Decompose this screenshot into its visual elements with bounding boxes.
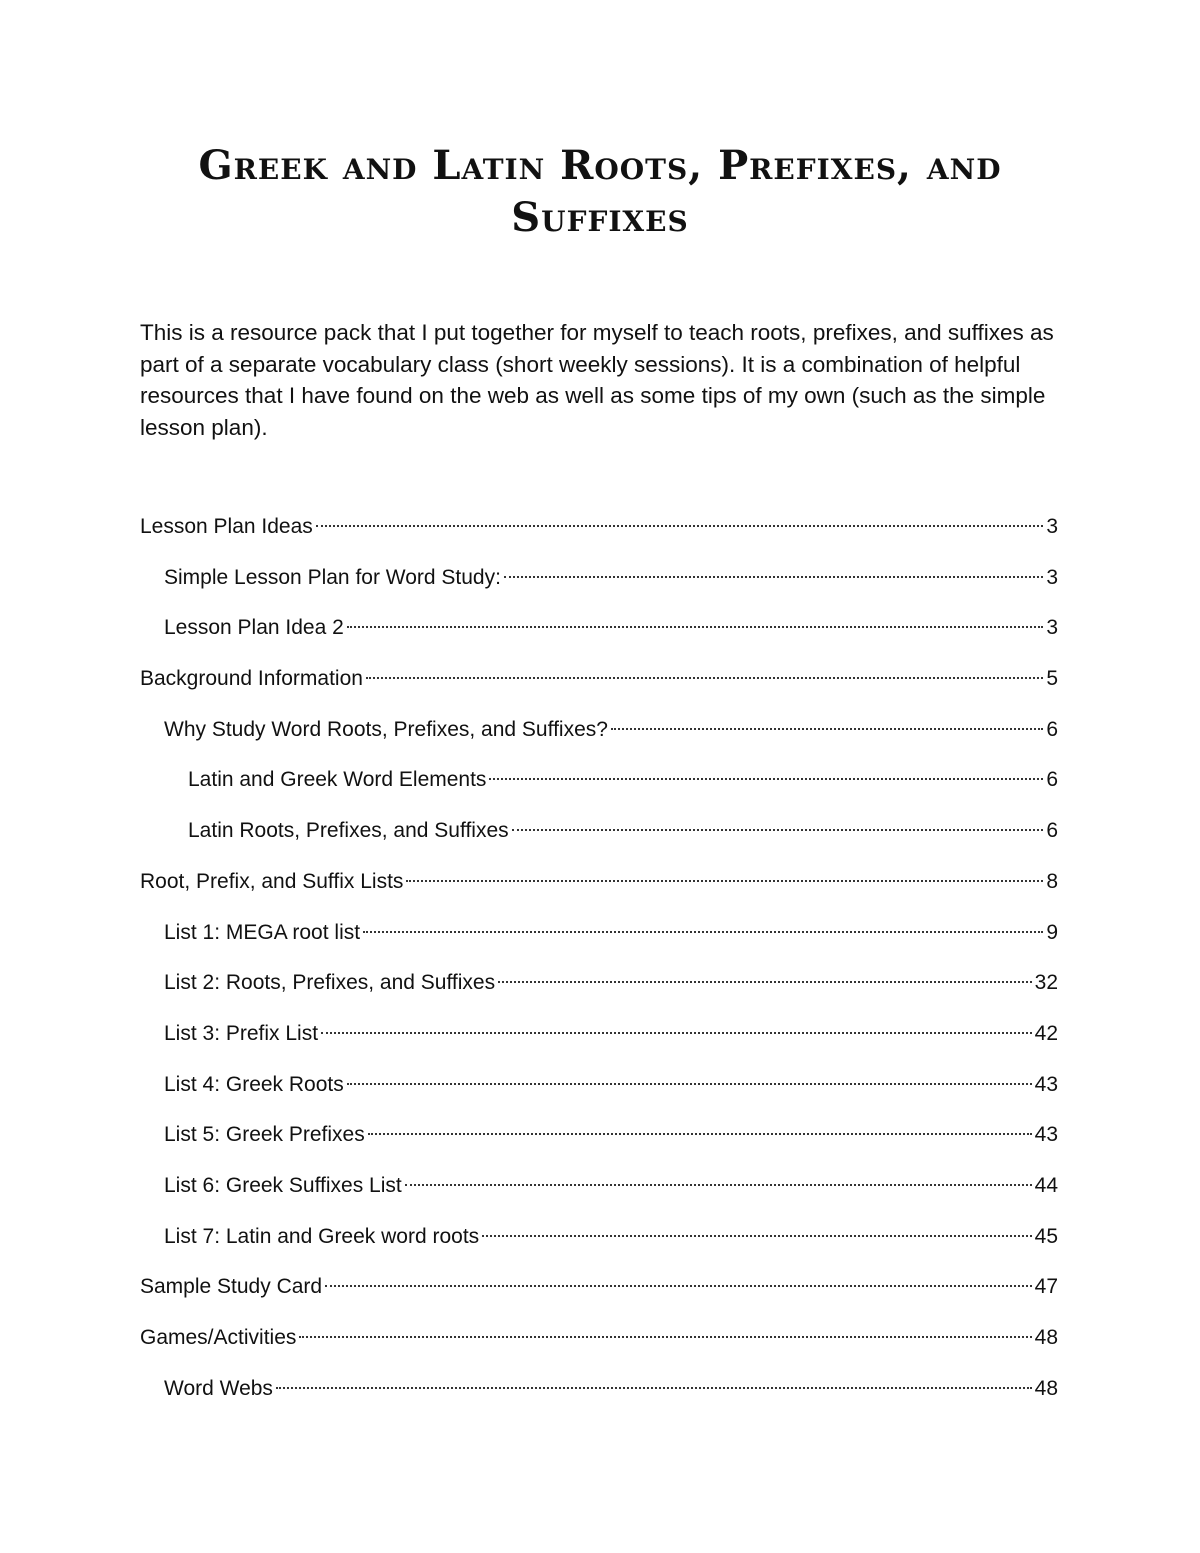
toc-entry-title: Games/Activities — [140, 1326, 297, 1349]
toc-entry[interactable] — [140, 811, 1058, 862]
toc-entry[interactable] — [140, 913, 1058, 964]
toc-dot-leader — [299, 1335, 1031, 1338]
toc-entry-page-number: 48 — [1034, 1376, 1058, 1400]
toc-entry-page-number: 44 — [1034, 1173, 1058, 1197]
toc-entry-page-number: 6 — [1046, 819, 1058, 843]
toc-entry-page-number: 32 — [1034, 971, 1058, 995]
toc-entry-title: List 4: Greek Roots — [164, 1072, 344, 1096]
page-title: Greek and Latin Roots, Prefixes, and Suffixes — [198, 142, 1002, 241]
toc-entry-page-number: 3 — [1046, 565, 1058, 589]
toc-entry-title: Latin and Greek Word Elements — [188, 768, 487, 792]
toc-entry-title: List 7: Latin and Greek word roots — [164, 1224, 480, 1248]
toc-entry[interactable] — [140, 760, 1058, 811]
toc-dot-leader — [489, 777, 1043, 780]
toc-entry-title: List 5: Greek Prefixes — [164, 1123, 365, 1147]
toc-dot-leader — [325, 1284, 1032, 1287]
toc-entry-page-number: 6 — [1046, 768, 1058, 792]
toc-dot-leader — [512, 828, 1044, 831]
toc-dot-leader — [406, 879, 1043, 882]
toc-dot-leader — [276, 1386, 1032, 1389]
toc-entry[interactable] — [140, 1267, 1058, 1318]
toc-entry-title: Background Information — [140, 667, 363, 691]
toc-entry[interactable] — [140, 1217, 1058, 1268]
toc-entry-title: Sample Study Card — [140, 1275, 323, 1299]
toc-dot-leader — [347, 1082, 1032, 1085]
toc-entry[interactable] — [140, 1166, 1058, 1217]
toc-entry-page-number: 43 — [1034, 1072, 1058, 1096]
toc-entry-page-number: 43 — [1034, 1123, 1058, 1147]
toc-entry[interactable] — [140, 710, 1058, 761]
toc-entry[interactable] — [140, 1115, 1058, 1166]
toc-entry-title: Word Webs — [164, 1376, 273, 1400]
toc-entry[interactable] — [140, 963, 1058, 1014]
toc-entry-page-number: 48 — [1034, 1326, 1058, 1349]
toc-entry-page-number: 42 — [1034, 1021, 1058, 1045]
toc-entry-title: Root, Prefix, and Suffix Lists — [140, 869, 404, 893]
toc-dot-leader — [405, 1183, 1032, 1186]
toc-dot-leader — [482, 1234, 1031, 1237]
toc-entry-title: List 6: Greek Suffixes List — [164, 1173, 402, 1197]
toc-entry[interactable] — [140, 862, 1058, 913]
toc-entry-page-number: 3 — [1046, 616, 1058, 640]
toc-entry[interactable] — [140, 1318, 1058, 1369]
toc-entry-page-number: 9 — [1046, 920, 1058, 944]
toc-entry[interactable] — [140, 608, 1058, 659]
toc-entry[interactable] — [140, 1014, 1058, 1065]
toc-entry[interactable] — [140, 659, 1058, 710]
toc-entry-page-number: 6 — [1046, 717, 1058, 741]
toc-dot-leader — [504, 575, 1043, 578]
toc-entry-title: List 3: Prefix List — [164, 1021, 319, 1045]
toc-entry-page-number: 47 — [1034, 1275, 1058, 1299]
toc-entry[interactable] — [140, 507, 1058, 558]
toc-entry[interactable] — [140, 1369, 1058, 1420]
toc-entry-title: List 1: MEGA root list — [164, 920, 361, 944]
toc-entry-title: List 2: Roots, Prefixes, and Suffixes — [164, 971, 496, 995]
toc-entry-title: Simple Lesson Plan for Word Study: — [164, 565, 501, 589]
toc-dot-leader — [368, 1132, 1032, 1135]
toc-entry-title: Why Study Word Roots, Prefixes, and Suffixes? — [164, 717, 608, 741]
toc-entry-page-number: 5 — [1046, 667, 1058, 691]
toc-entry[interactable] — [140, 1065, 1058, 1116]
toc-entry-page-number: 45 — [1034, 1224, 1058, 1248]
toc-entry-title: Lesson Plan Idea 2 — [164, 616, 344, 640]
toc-entry-page-number: 8 — [1046, 869, 1058, 893]
toc-dot-leader — [316, 524, 1044, 527]
toc-dot-leader — [363, 930, 1043, 933]
toc-dot-leader — [347, 625, 1044, 628]
toc-dot-leader — [321, 1031, 1032, 1034]
toc-entry[interactable] — [140, 558, 1058, 609]
toc-entry-title: Lesson Plan Ideas — [140, 515, 313, 538]
toc-dot-leader — [498, 980, 1032, 983]
toc-entry-page-number: 3 — [1046, 515, 1058, 538]
table-of-contents — [140, 507, 1058, 1419]
toc-dot-leader — [366, 676, 1043, 679]
intro-paragraph: This is a resource pack that I put together for myself to teach roots, prefixes, and suffixes as part of a separate vocabulary class (short weekly sessions). It is a combination of helpful resources that I have found on the web as well as some tips of my own (such as the simple lesson plan). — [140, 320, 1054, 440]
toc-dot-leader — [611, 727, 1043, 730]
toc-entry-title: Latin Roots, Prefixes, and Suffixes — [188, 819, 509, 843]
